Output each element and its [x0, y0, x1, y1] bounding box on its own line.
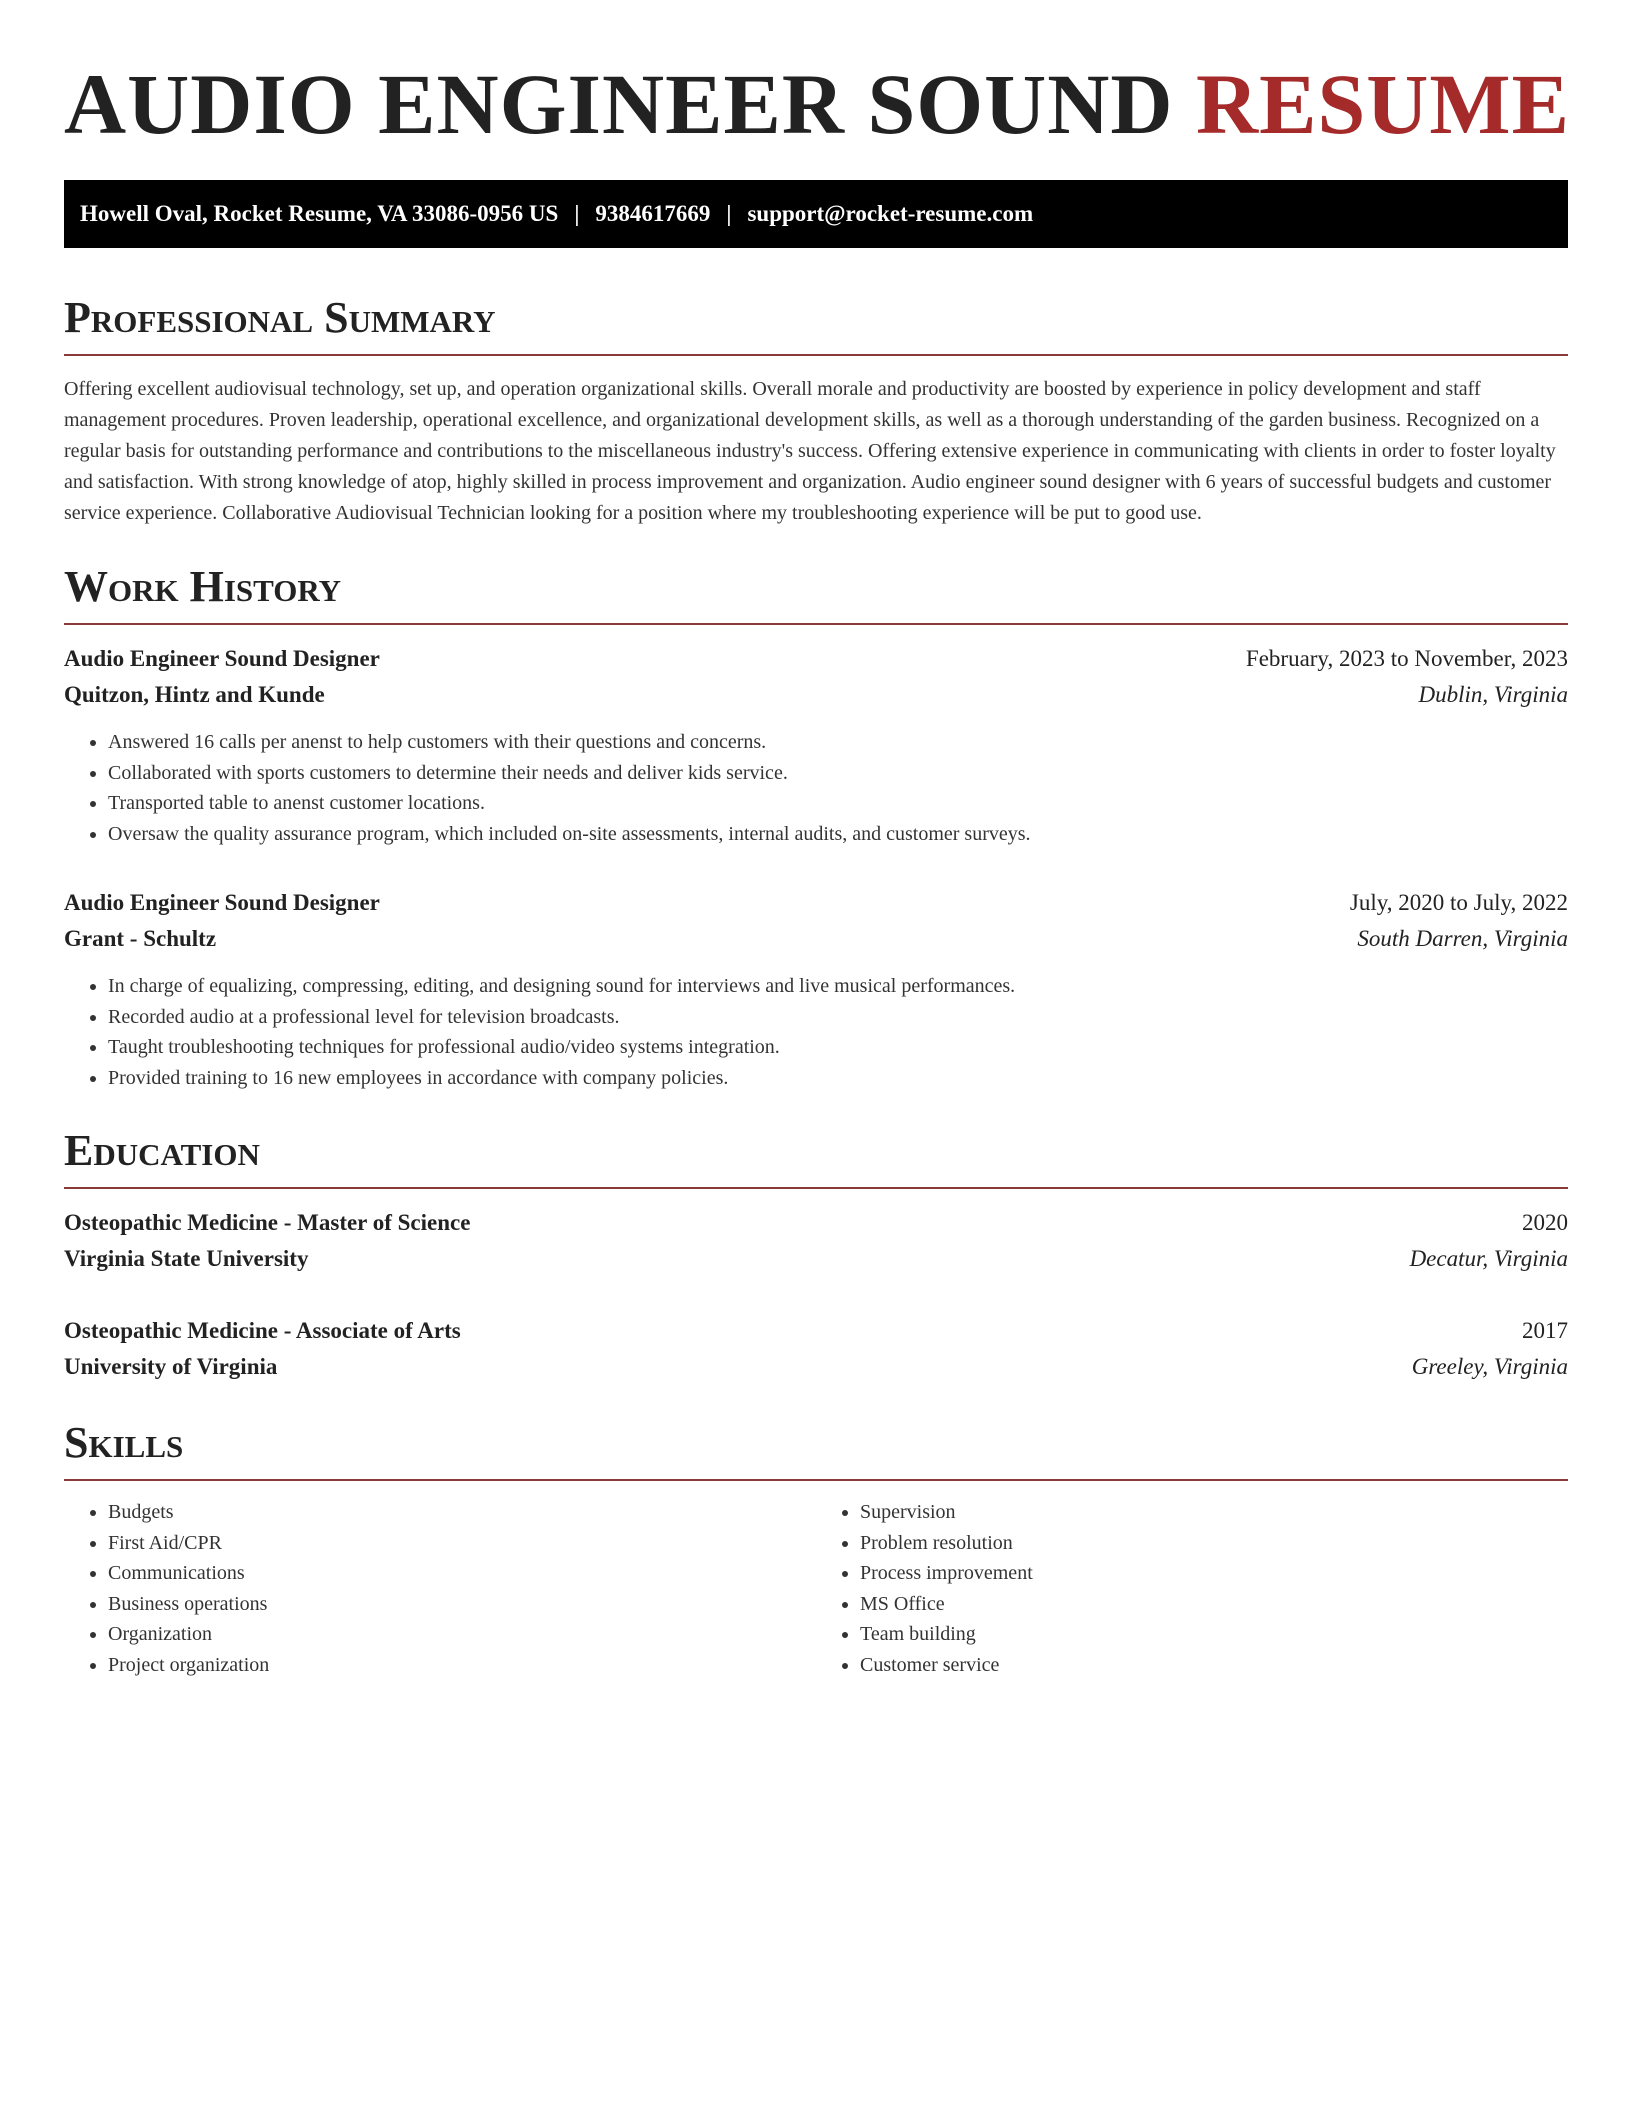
skill-item: • MS Office	[860, 1589, 1568, 1620]
job-location: Dublin, Virginia	[1418, 682, 1568, 707]
resume-title	[64, 58, 1568, 150]
contact-separator: |	[574, 201, 580, 226]
job-bullet: • Provided training to 16 new employees in accordance with company policies.	[108, 1063, 1568, 1094]
education-entry	[64, 1313, 1568, 1385]
job-bullets	[64, 971, 1568, 1093]
section-heading-work-history: Work History	[64, 561, 1568, 625]
section-heading-education: Education	[64, 1125, 1568, 1189]
job-location: South Darren, Virginia	[1357, 926, 1568, 951]
section-heading-summary: Professional Summary	[64, 292, 1568, 356]
title-accent: RESUME	[1196, 56, 1570, 152]
job-bullet: • In charge of equalizing, compressing, editing, and designing sound for interviews and live musical performances.	[108, 971, 1568, 1002]
skill-item: • Customer service	[860, 1650, 1568, 1681]
contact-email[interactable]: support@rocket-resume.com	[747, 201, 1034, 226]
contact-address: Howell Oval, Rocket Resume, VA 33086-0956 US	[80, 201, 559, 226]
skill-item: • Communications	[108, 1558, 816, 1589]
skill-item: • First Aid/CPR	[108, 1528, 816, 1559]
education-school: University of Virginia	[64, 1354, 278, 1379]
education-school: Virginia State University	[64, 1246, 309, 1271]
education-entry	[64, 1205, 1568, 1277]
job-entry	[64, 641, 1568, 849]
education-location: Decatur, Virginia	[1409, 1246, 1568, 1271]
skill-item: • Budgets	[108, 1497, 816, 1528]
job-title: Audio Engineer Sound Designer	[64, 646, 380, 671]
job-company: Quitzon, Hintz and Kunde	[64, 682, 325, 707]
job-entry	[64, 885, 1568, 1093]
skill-item: • Supervision	[860, 1497, 1568, 1528]
skills-list-right	[816, 1497, 1568, 1680]
job-bullet: • Taught troubleshooting techniques for professional audio/video systems integration.	[108, 1032, 1568, 1063]
education-location: Greeley, Virginia	[1411, 1354, 1568, 1379]
skill-item: • Business operations	[108, 1589, 816, 1620]
skills-list-left	[64, 1497, 816, 1680]
education-degree: Osteopathic Medicine - Master of Science	[64, 1210, 471, 1235]
education-degree: Osteopathic Medicine - Associate of Arts	[64, 1318, 461, 1343]
education-year: 2020	[1522, 1210, 1568, 1235]
skills-columns	[64, 1497, 1568, 1680]
skills-section	[64, 1417, 1568, 1680]
education-section	[64, 1125, 1568, 1385]
job-bullet: • Collaborated with sports customers to determine their needs and deliver kids service.	[108, 758, 1568, 789]
work-history-section	[64, 561, 1568, 1093]
summary-text: Offering excellent audiovisual technology, set up, and operation organizational skills. Overall morale and productivity are boosted by experience in policy development and staff management procedures. Proven leadership, operational excellence, and organizational development skills, as well as a thorough understanding of the garden business. Recognized on a regular basis for outstanding performance and contributions to the miscellaneous industry's success. Offering extensive experience in communicating with clients in order to foster loyalty and satisfaction. With strong knowledge of atop, highly skilled in process improvement and organization. Audio engineer sound designer with 6 years of successful budgets and customer service experience. Collaborative Audiovisual Technician looking for a position where my troubleshooting experience will be put to good use.	[64, 378, 1556, 524]
section-heading-skills: Skills	[64, 1417, 1568, 1481]
job-dates: February, 2023 to November, 2023	[1245, 646, 1568, 671]
job-bullet: • Oversaw the quality assurance program, which included on-site assessments, internal audits, and customer surveys.	[108, 819, 1568, 850]
job-bullet: • Recorded audio at a professional level for television broadcasts.	[108, 1002, 1568, 1033]
skill-item: • Problem resolution	[860, 1528, 1568, 1559]
job-dates: July, 2020 to July, 2022	[1349, 890, 1568, 915]
summary-section	[64, 292, 1568, 529]
job-title: Audio Engineer Sound Designer	[64, 890, 380, 915]
education-year: 2017	[1522, 1318, 1568, 1343]
job-bullets	[64, 727, 1568, 849]
title-main: AUDIO ENGINEER SOUND	[64, 56, 1174, 152]
skill-item: • Process improvement	[860, 1558, 1568, 1589]
contact-bar	[64, 180, 1568, 248]
contact-phone: 9384617669	[595, 201, 711, 226]
skill-item: • Project organization	[108, 1650, 816, 1681]
job-bullet: • Answered 16 calls per anenst to help customers with their questions and concerns.	[108, 727, 1568, 758]
skill-item: • Team building	[860, 1619, 1568, 1650]
skill-item: • Organization	[108, 1619, 816, 1650]
job-company: Grant - Schultz	[64, 926, 217, 951]
job-bullet: • Transported table to anenst customer locations.	[108, 788, 1568, 819]
contact-separator: |	[726, 201, 732, 226]
